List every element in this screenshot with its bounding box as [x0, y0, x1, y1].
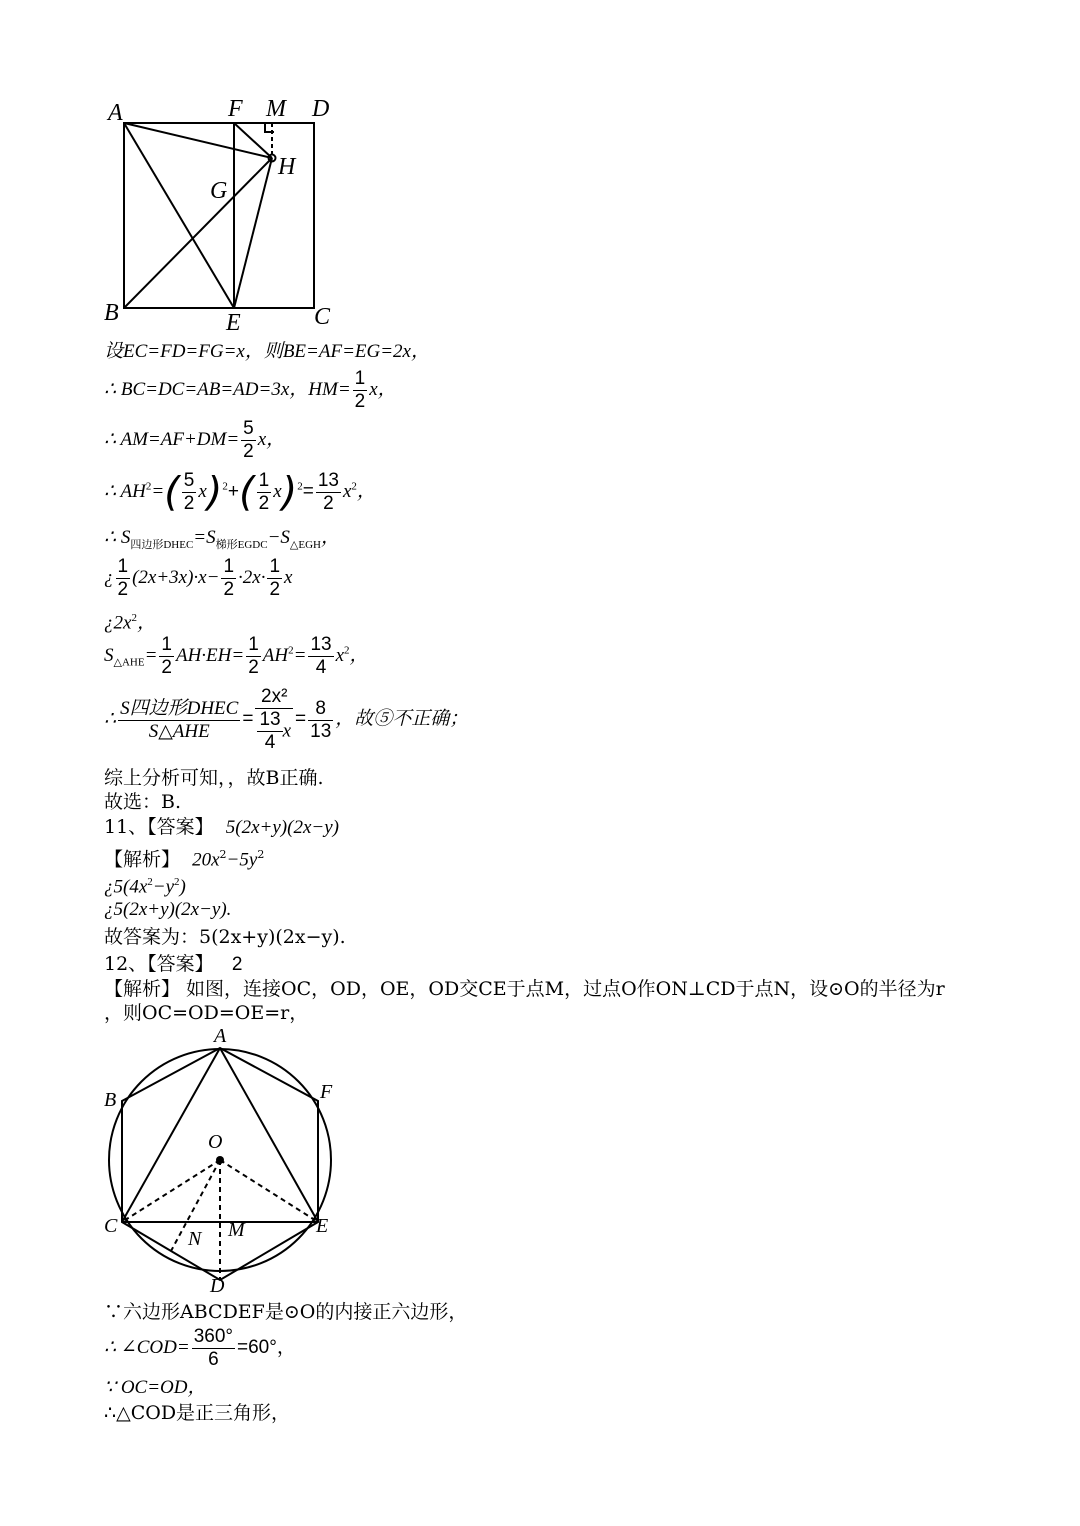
text-line-6: ¿ $\frac{1}{2}$ (2x+3x)·x− $\frac{1}{2}$ ·2x· $\frac{1}{2}$ x [104, 556, 293, 600]
text-line-7: ¿$2x^2$， [104, 612, 156, 634]
text-line-10: 综上分析可知，，故B正确. [104, 767, 324, 789]
label-E: E [226, 310, 241, 336]
label-H: H [278, 154, 296, 180]
label-B: B [104, 300, 119, 326]
text-line-3: ∴ AM=AF+DM= $\frac{5}{2}$ x， [104, 418, 286, 462]
figure-square [100, 90, 460, 340]
label-F: F [320, 1081, 333, 1103]
text-line-19: ，则OC=OD=OE=r， [104, 1002, 309, 1024]
text-line-8: $S_{\triangle AHE}=$ $\frac{1}{2}$ AH·EH= $\frac{1}{2}$ $AH^2=$ $\frac{13}{4}$ $x^2$， [104, 634, 369, 678]
text-line-14: ¿$5(4x^2-y^2)$ [104, 876, 186, 898]
label-N: N [188, 1228, 202, 1250]
label-D: D [210, 1275, 225, 1297]
text-line-13: 【解析】 $20x^2-5y^2$ [104, 848, 265, 871]
text-line-21: ∴ ∠COD= $\frac{360^\circ}{6}$ =60°， [104, 1326, 296, 1370]
text-line-16: 故答案为：5(2x+y)(2x−y). [104, 926, 346, 948]
label-M: M [228, 1219, 245, 1241]
label-A: A [214, 1025, 227, 1047]
label-G: G [210, 178, 228, 204]
text-line-11: 故选：B. [104, 791, 182, 813]
label-D: D [312, 96, 330, 122]
label-M: M [266, 96, 286, 122]
text-line-9: ∴ $\frac{\text{S四边形DHEC}}{\text{S△AHE}}$ = 2x² $\frac{13}{4}$ x = $\frac{8}{13}$ ，故⑤不正确； [104, 686, 469, 753]
text-line-12: 11、【答案】 5(2x+y)(2x−y) [104, 816, 339, 838]
label-B: B [104, 1089, 117, 1111]
text-line-4: ∴ $AH^2=$( $\frac{5}{2}$ x)$^2$+( $\frac{1}{2}$ x)$^2$= $\frac{13}{2}$ $x^2$， [104, 469, 376, 516]
text-line-23: ∴△COD是正三角形， [104, 1402, 291, 1424]
label-F: F [228, 96, 243, 122]
text-line-22: ∵ OC=OD， [104, 1377, 207, 1398]
label-A: A [108, 100, 123, 126]
text-line-5: ∴ $S_{四边形DHEC}=S_{梯形EGDC}-S_{\triangle EGH}$， [104, 527, 340, 551]
label-O: O [208, 1131, 223, 1153]
label-E: E [316, 1215, 329, 1237]
text-line-2: ∴ BC=DC=AB=AD=3x，HM= $\frac{1}{2}$ x， [104, 368, 397, 412]
text-line-15: ¿5(2x+y)(2x−y). [104, 899, 232, 920]
label-C: C [104, 1215, 118, 1237]
text-line-20: ∵六边形ABCDEF是⊙O的内接正六边形， [104, 1301, 468, 1323]
text-line-17: 12、【答案】 2 [104, 953, 243, 975]
figure-hexagon-circle [96, 1022, 356, 1302]
label-C: C [314, 304, 331, 330]
text-line-1: 设EC=FD=FG=x，则BE=AF=EG=2x， [104, 341, 430, 362]
text-line-18: 【解析】 如图，连接OC，OD，OE，OD交CE于点M，过点O作ON⊥CD于点N，设⊙O的半径为r [104, 978, 945, 1000]
